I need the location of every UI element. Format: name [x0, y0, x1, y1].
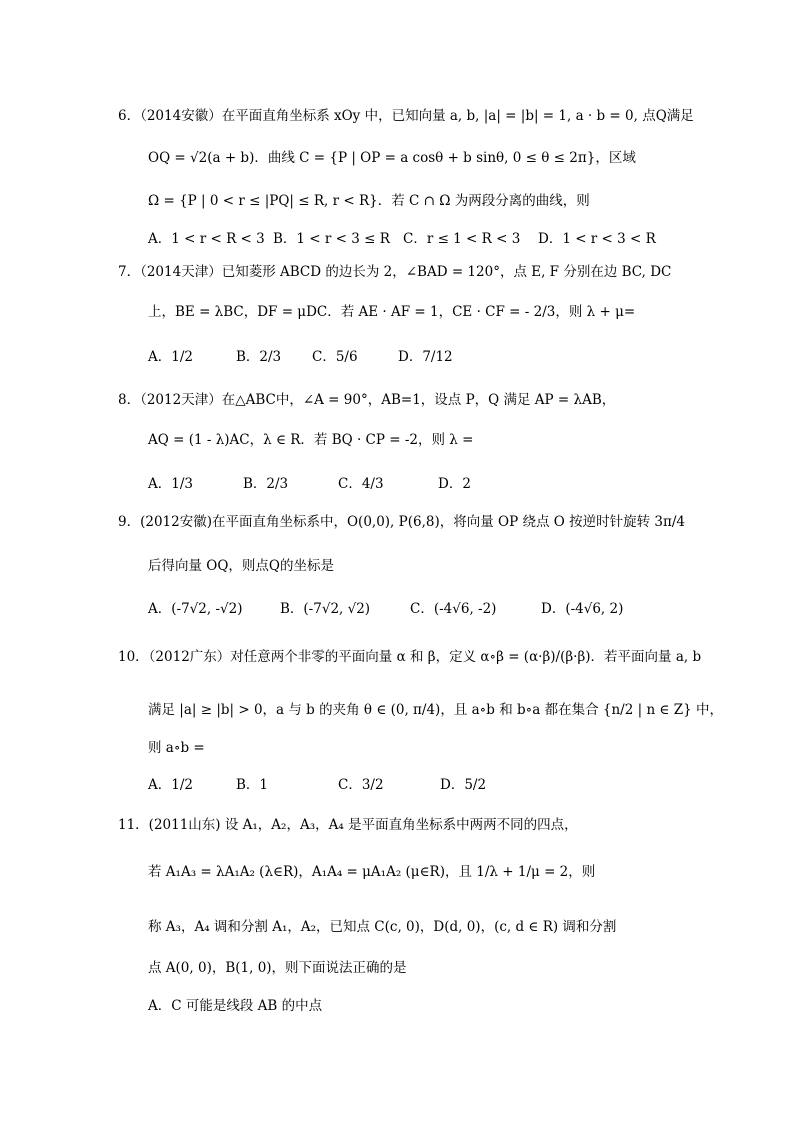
option-a: A．1 < r < R < 3	[148, 231, 265, 247]
option-a: A．1/2	[148, 777, 193, 793]
problem-6-line-1: 6．（2014安徽）在平面直角坐标系 xOy 中，已知向量 a, b, |a| = |b| = 1, a · b = 0, 点Q满足	[118, 108, 694, 124]
option-c: C．3/2	[338, 777, 384, 793]
problem-7-line-1: 7．（2014天津）已知菱形 ABCD 的边长为 2，∠BAD = 120°，点 E, F 分别在边 BC, DC	[118, 264, 672, 280]
problem-8-line-1: 8．（2012天津）在△ABC中，∠A = 90°，AB=1，设点 P，Q 满足 AP = λAB，	[118, 392, 616, 408]
option-d: D．5/2	[440, 777, 487, 793]
option-c: C．r ≤ 1 < R < 3	[403, 231, 521, 247]
option-d: D．(-4√6, 2)	[541, 601, 624, 617]
option-d: D．7/12	[398, 349, 453, 365]
option-d: D．2	[438, 476, 471, 492]
problem-11-line-3: 称 A₃，A₄ 调和分割 A₁，A₂，已知点 C(c, 0)，D(d, 0)，(c, d ∈ R) 调和分割	[148, 919, 617, 935]
option-d: D．1 < r < 3 < R	[538, 231, 656, 247]
option-b: B．1 < r < 3 ≤ R	[273, 231, 390, 247]
problem-6-line-3: Ω = {P | 0 < r ≤ |PQ| ≤ R, r < R}．若 C ∩ Ω 为两段分离的曲线，则	[148, 193, 590, 209]
option-b: B．1	[236, 777, 269, 793]
option-a: A．1/3	[148, 476, 193, 492]
option-b: B．(-7√2, √2)	[280, 601, 371, 617]
problem-7-line-2: 上，BE = λBC，DF = μDC．若 AE · AF = 1，CE · CF = - 2/3，则 λ + μ=	[148, 304, 636, 320]
problem-11-line-5: A．C 可能是线段 AB 的中点	[148, 998, 323, 1014]
problem-8-line-2: AQ = (1 - λ)AC，λ ∈ R．若 BQ · CP = -2，则 λ =	[148, 432, 474, 448]
option-b: B．2/3	[243, 476, 289, 492]
problem-9-line-2: 后得向量 OQ，则点Q的坐标是	[148, 558, 334, 574]
option-c: C．5/6	[312, 349, 358, 365]
option-c: C．4/3	[338, 476, 384, 492]
problem-11-line-4: 点 A(0, 0)，B(1, 0)，则下面说法正确的是	[148, 960, 407, 976]
problem-10-line-2: 满足 |a| ≥ |b| > 0，a 与 b 的夹角 θ ∈ (0, π/4)，且 a∘b 和 b∘a 都在集合 {n/2 | n ∈ Z} 中，	[148, 702, 723, 718]
problem-11-line-1: 11．(2011山东) 设 A₁，A₂，A₃，A₄ 是平面直角坐标系中两两不同的四点，	[118, 817, 578, 833]
problem-10-line-1: 10．（2012广东）对任意两个非零的平面向量 α 和 β，定义 α∘β = (α·β)/(β·β)．若平面向量 a, b	[118, 649, 702, 665]
problem-9-line-1: 9．(2012安徽)在平面直角坐标系中，O(0,0), P(6,8)，将向量 OP 绕点 O 按逆时针旋转 3π/4	[118, 514, 685, 530]
option-c: C．(-4√6, -2)	[410, 601, 497, 617]
problem-11-line-2: 若 A₁A₃ = λA₁A₂ (λ∈R)，A₁A₄ = μA₁A₂ (μ∈R)，且 1/λ + 1/μ = 2，则	[148, 864, 596, 880]
option-b: B．2/3	[236, 349, 282, 365]
option-a: A．(-7√2, -√2)	[148, 601, 243, 617]
option-a: A．1/2	[148, 349, 193, 365]
problem-10-line-3: 则 a∘b =	[148, 740, 205, 756]
problem-6-line-2: OQ = √2(a + b)．曲线 C = {P | OP = a cosθ + b sinθ, 0 ≤ θ ≤ 2π}，区域	[148, 150, 636, 166]
